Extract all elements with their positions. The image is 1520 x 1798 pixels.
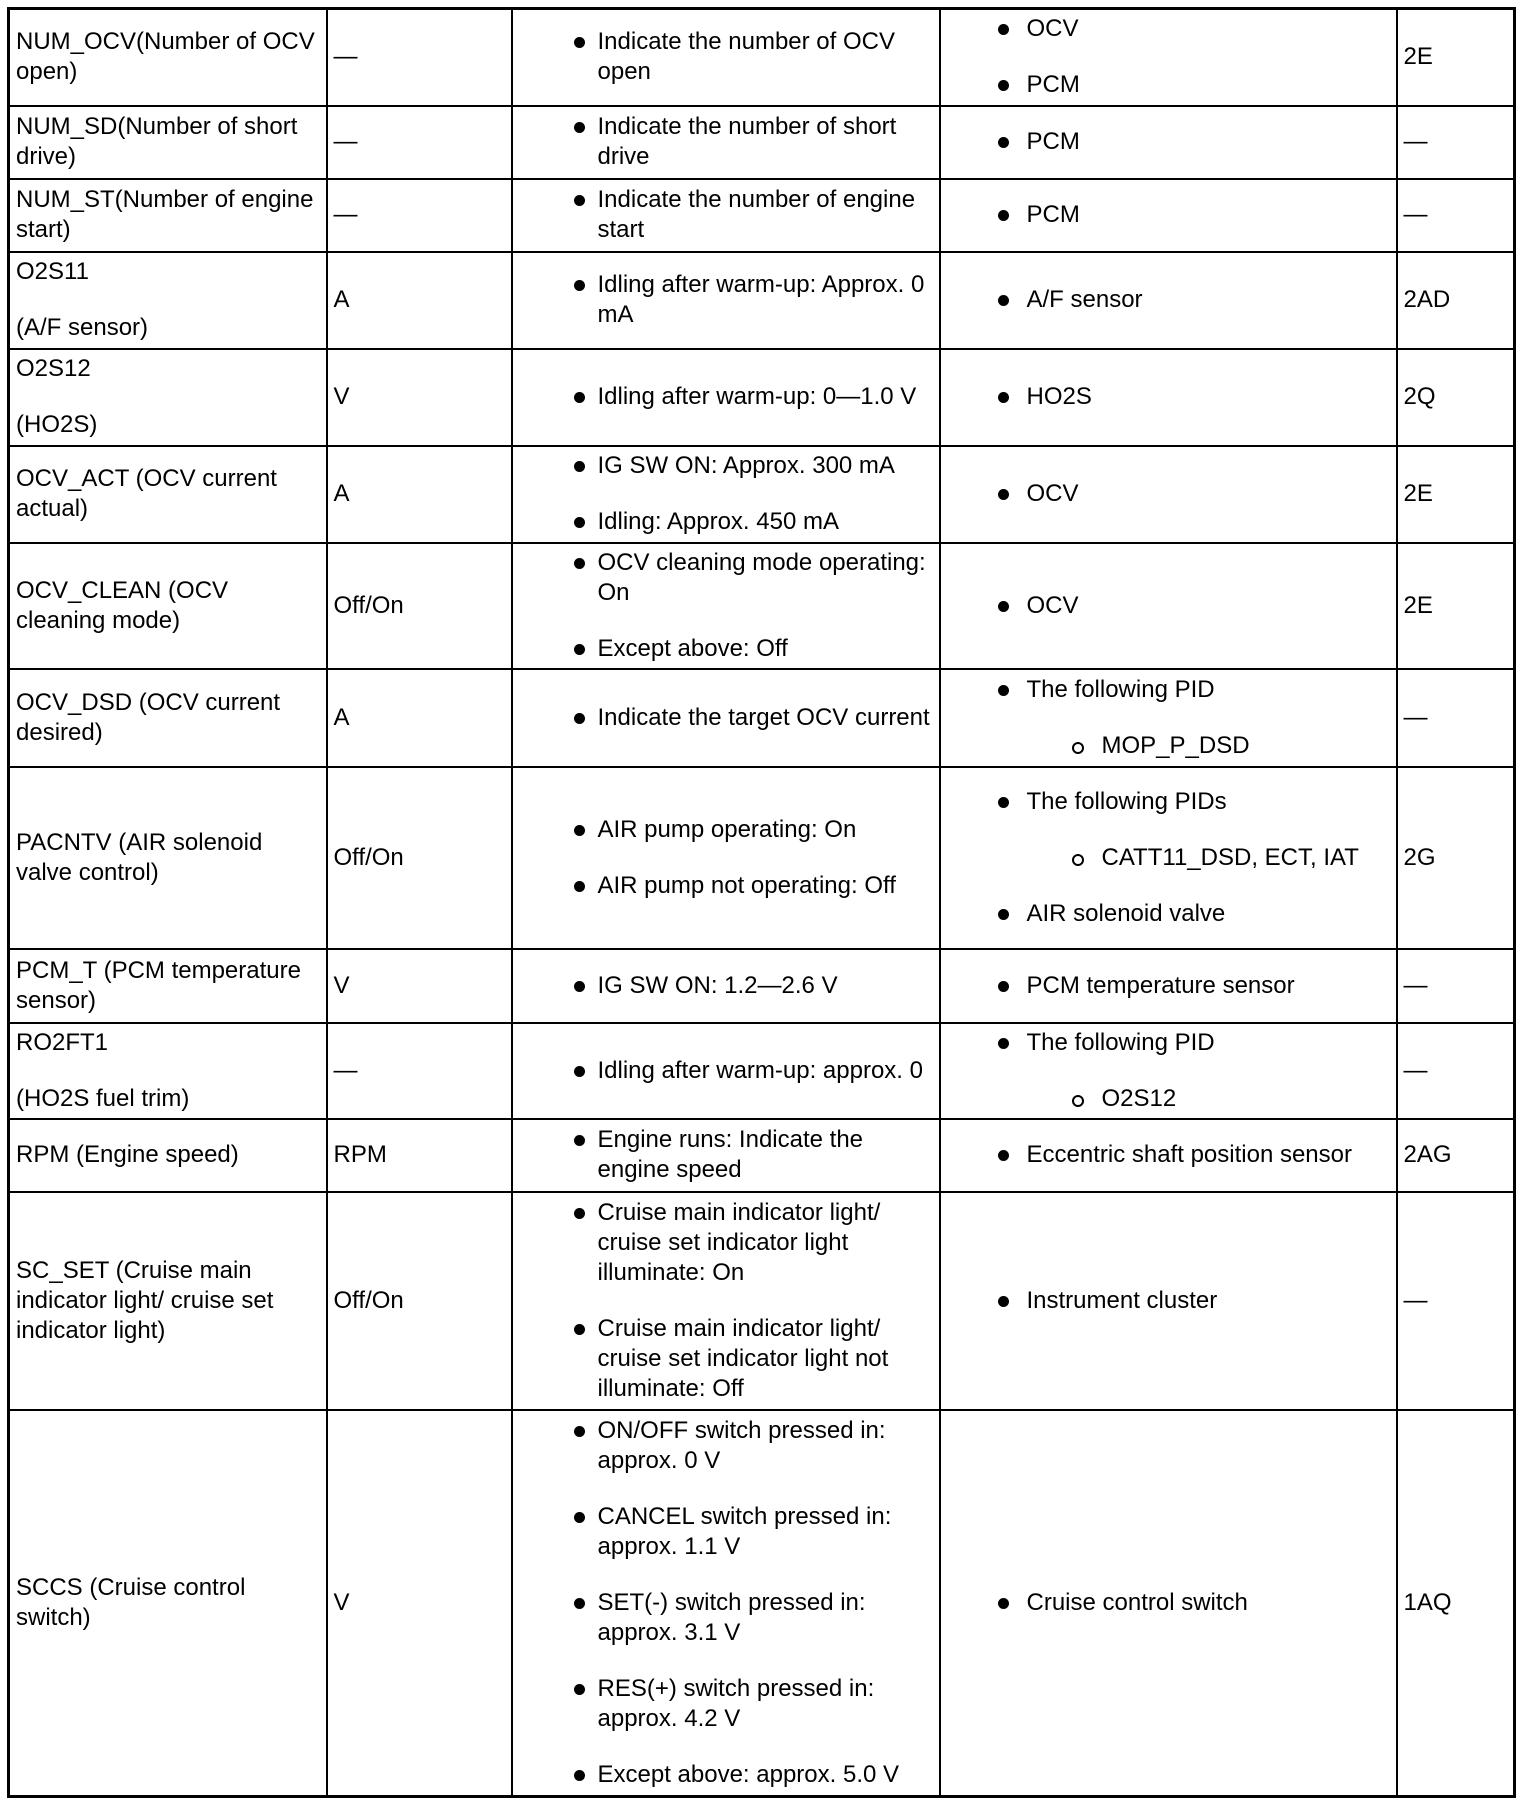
pid-name-text: SC_SET (Cruise main indicator light/ cruise set indicator light): [16, 1256, 274, 1344]
pid-name-text: NUM_ST(Number of engine start): [16, 186, 314, 243]
inspection-cell: [940, 446, 1397, 543]
condition-bullet-item: Except above: Off: [519, 634, 933, 664]
inspection-bullet-item: Cruise control switch: [947, 1588, 1390, 1618]
terminal-cell: —: [1397, 179, 1515, 252]
inspection-cell: [940, 106, 1397, 179]
pid-name-cell: [9, 949, 327, 1023]
condition-bullet-item: Indicate the number of OCV open: [519, 27, 933, 87]
condition-bullet-item: CANCEL switch pressed in: approx. 1.1 V: [519, 1502, 933, 1562]
pid-name-cell: [9, 767, 327, 949]
terminal-cell: 2E: [1397, 446, 1515, 543]
condition-bullet-item: Idling: Approx. 450 mA: [519, 507, 933, 537]
inspection-cell: [940, 179, 1397, 252]
condition-cell: [512, 1119, 940, 1192]
condition-bullet-item: AIR pump operating: On: [519, 815, 933, 845]
condition-cell: [512, 252, 940, 349]
condition-cell: [512, 9, 940, 106]
terminal-cell: —: [1397, 669, 1515, 767]
pid-name-text: NUM_SD(Number of short drive): [16, 113, 298, 170]
terminal-cell: 1AQ: [1397, 1410, 1515, 1797]
terminal-cell: —: [1397, 106, 1515, 179]
inspection-sub-item: MOP_P_DSD: [947, 731, 1390, 761]
terminal-cell: 2Q: [1397, 349, 1515, 446]
pid-name-text: OCV_ACT (OCV current actual): [16, 465, 277, 522]
pid-name-text: NUM_OCV(Number of OCV open): [16, 28, 315, 86]
condition-cell: [512, 179, 940, 252]
pid-name-cell: [9, 252, 327, 349]
condition-cell: [512, 1023, 940, 1119]
inspection-cell: [940, 1023, 1397, 1119]
pid-name-text: O2S12: [16, 355, 91, 382]
inspection-cell: [940, 349, 1397, 446]
table-row: [9, 179, 1515, 252]
inspection-bullet-item: OCV: [947, 479, 1390, 509]
inspection-bullet-item: HO2S: [947, 382, 1390, 412]
condition-bullet-item: Cruise main indicator light/ cruise set indicator light not illuminate: Off: [519, 1314, 933, 1404]
unit-cell: V: [327, 1410, 512, 1797]
condition-bullet-item: Indicate the number of engine start: [519, 185, 933, 245]
unit-cell: A: [327, 669, 512, 767]
pid-name-text: PACNTV (AIR solenoid valve control): [16, 828, 263, 886]
pid-name-text: (A/F sensor): [16, 314, 149, 341]
inspection-cell: [940, 767, 1397, 949]
inspection-bullet-item: Instrument cluster: [947, 1286, 1390, 1316]
terminal-cell: 2E: [1397, 9, 1515, 106]
pid-name-text: RO2FT1: [16, 1028, 109, 1056]
inspection-bullet-item: A/F sensor: [947, 285, 1390, 315]
condition-bullet-item: RES(+) switch pressed in: approx. 4.2 V: [519, 1674, 933, 1734]
pid-name-text: (HO2S fuel trim): [16, 1084, 190, 1112]
condition-bullet-item: Indicate the target OCV current: [519, 703, 933, 733]
unit-cell: V: [327, 349, 512, 446]
inspection-bullet-item: PCM: [947, 127, 1390, 157]
table-row: [9, 669, 1515, 767]
table-row: [9, 543, 1515, 669]
pid-name-cell: [9, 1119, 327, 1192]
pid-name-text: RPM (Engine speed): [16, 1141, 239, 1168]
pid-monitoring-table: [7, 7, 1516, 1798]
pid-name-cell: [9, 106, 327, 179]
table-row: [9, 949, 1515, 1023]
condition-cell: [512, 349, 940, 446]
pid-name-text: O2S11: [16, 258, 89, 285]
pid-name-cell: [9, 446, 327, 543]
condition-bullet-item: Except above: approx. 5.0 V: [519, 1760, 933, 1790]
condition-bullet-item: IG SW ON: Approx. 300 mA: [519, 451, 933, 481]
unit-cell: V: [327, 949, 512, 1023]
inspection-bullet-item: The following PID: [947, 1028, 1390, 1058]
table-row: [9, 9, 1515, 106]
inspection-cell: [940, 1410, 1397, 1797]
table-row: [9, 349, 1515, 446]
table-body: [9, 9, 1515, 1797]
inspection-sub-item: CATT11_DSD, ECT, IAT: [947, 843, 1390, 873]
table-row: [9, 767, 1515, 949]
terminal-cell: 2AD: [1397, 252, 1515, 349]
condition-bullet-item: OCV cleaning mode operating: On: [519, 548, 933, 608]
inspection-bullet-item: The following PIDs: [947, 787, 1390, 817]
pid-name-cell: [9, 349, 327, 446]
inspection-bullet-item: OCV: [947, 591, 1390, 621]
condition-bullet-item: Idling after warm-up: approx. 0: [519, 1056, 933, 1086]
unit-cell: Off/On: [327, 767, 512, 949]
pid-name-cell: [9, 1410, 327, 1797]
inspection-cell: [940, 1192, 1397, 1410]
condition-bullet-item: IG SW ON: 1.2—2.6 V: [519, 971, 933, 1001]
pid-name-cell: [9, 669, 327, 767]
inspection-bullet-item: PCM: [947, 200, 1390, 230]
table-row: [9, 1192, 1515, 1410]
condition-cell: [512, 949, 940, 1023]
condition-bullet-item: Idling after warm-up: 0—1.0 V: [519, 382, 933, 412]
table-row: [9, 1119, 1515, 1192]
inspection-cell: [940, 252, 1397, 349]
terminal-cell: 2E: [1397, 543, 1515, 669]
unit-cell: —: [327, 9, 512, 106]
pid-name-cell: [9, 543, 327, 669]
table-row: [9, 106, 1515, 179]
condition-cell: [512, 543, 940, 669]
condition-cell: [512, 1192, 940, 1410]
unit-cell: Off/On: [327, 1192, 512, 1410]
condition-bullet-item: SET(-) switch pressed in: approx. 3.1 V: [519, 1588, 933, 1648]
inspection-cell: [940, 669, 1397, 767]
terminal-cell: 2G: [1397, 767, 1515, 949]
condition-bullet-item: Engine runs: Indicate the engine speed: [519, 1125, 933, 1185]
condition-bullet-item: Idling after warm-up: Approx. 0 mA: [519, 270, 933, 330]
terminal-cell: —: [1397, 949, 1515, 1023]
table-row: [9, 252, 1515, 349]
unit-cell: —: [327, 179, 512, 252]
pid-name-text: (HO2S): [16, 411, 98, 438]
inspection-bullet-item: PCM temperature sensor: [947, 971, 1390, 1001]
inspection-cell: [940, 9, 1397, 106]
condition-cell: [512, 1410, 940, 1797]
condition-cell: [512, 106, 940, 179]
condition-bullet-item: Cruise main indicator light/ cruise set indicator light illuminate: On: [519, 1198, 933, 1288]
unit-cell: A: [327, 252, 512, 349]
unit-cell: RPM: [327, 1119, 512, 1192]
pid-name-cell: [9, 1192, 327, 1410]
condition-cell: [512, 669, 940, 767]
inspection-sub-item: O2S12: [947, 1084, 1390, 1114]
unit-cell: —: [327, 106, 512, 179]
terminal-cell: —: [1397, 1023, 1515, 1119]
table-row: [9, 1410, 1515, 1797]
pid-name-cell: [9, 179, 327, 252]
inspection-bullet-item: PCM: [947, 70, 1390, 100]
condition-bullet-item: Indicate the number of short drive: [519, 112, 933, 172]
condition-cell: [512, 767, 940, 949]
pid-name-cell: [9, 1023, 327, 1119]
terminal-cell: —: [1397, 1192, 1515, 1410]
unit-cell: Off/On: [327, 543, 512, 669]
table-row: [9, 1023, 1515, 1119]
pid-name-text: PCM_T (PCM temperature sensor): [16, 956, 301, 1014]
condition-bullet-item: ON/OFF switch pressed in: approx. 0 V: [519, 1416, 933, 1476]
inspection-bullet-item: Eccentric shaft position sensor: [947, 1140, 1390, 1170]
unit-cell: —: [327, 1023, 512, 1119]
unit-cell: A: [327, 446, 512, 543]
terminal-cell: 2AG: [1397, 1119, 1515, 1192]
inspection-cell: [940, 949, 1397, 1023]
pid-name-text: SCCS (Cruise control switch): [16, 1573, 246, 1631]
inspection-cell: [940, 543, 1397, 669]
pid-name-text: OCV_DSD (OCV current desired): [16, 688, 281, 746]
inspection-bullet-item: AIR solenoid valve: [947, 899, 1390, 929]
inspection-cell: [940, 1119, 1397, 1192]
pid-name-text: OCV_CLEAN (OCV cleaning mode): [16, 576, 229, 634]
condition-cell: [512, 446, 940, 543]
pid-name-cell: [9, 9, 327, 106]
table-row: [9, 446, 1515, 543]
inspection-bullet-item: OCV: [947, 14, 1390, 44]
inspection-bullet-item: The following PID: [947, 675, 1390, 705]
condition-bullet-item: AIR pump not operating: Off: [519, 871, 933, 901]
